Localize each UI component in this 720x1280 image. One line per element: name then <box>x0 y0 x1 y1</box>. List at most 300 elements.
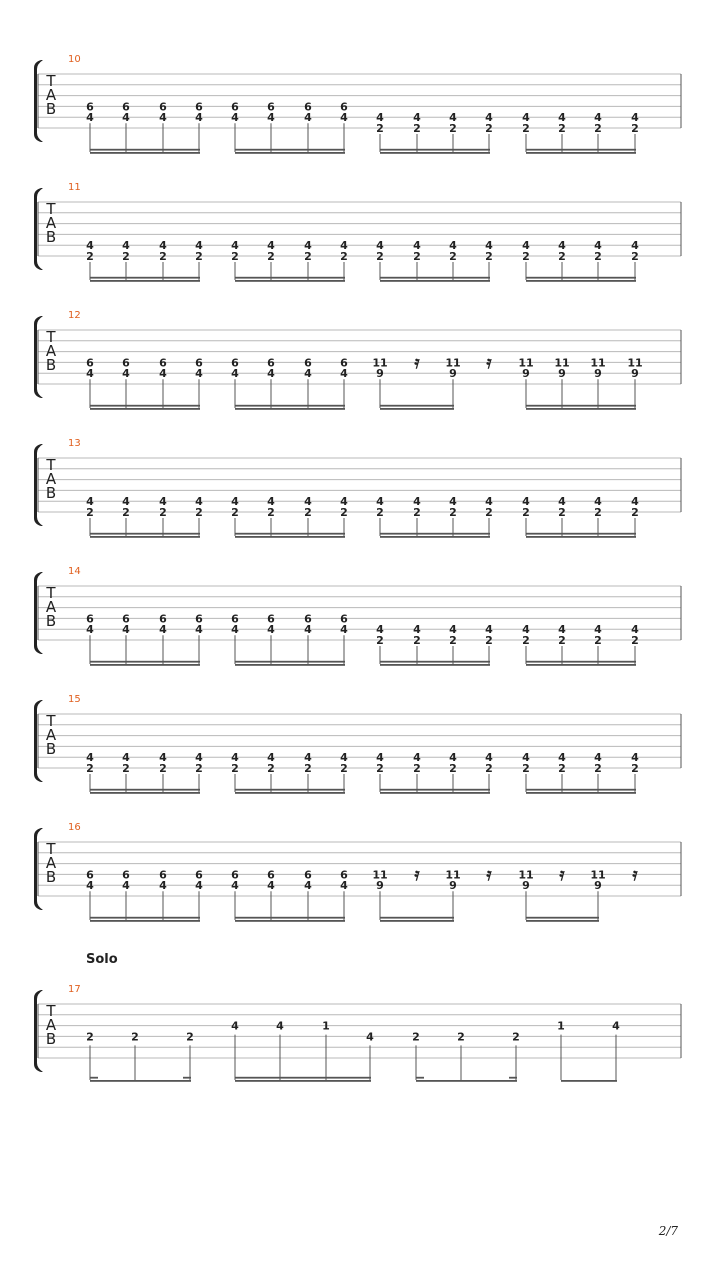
beam <box>90 533 200 535</box>
beam <box>526 920 599 922</box>
measure-number: 16 <box>68 822 81 833</box>
tab-clef-letter: T <box>46 1002 56 1020</box>
fret-number: 4 <box>159 239 167 253</box>
fret-number: 4 <box>86 239 94 253</box>
fret-number: 6 <box>195 868 203 882</box>
tab-clef-letter: A <box>45 854 57 872</box>
fret-number: 4 <box>413 623 421 637</box>
fret-number: 4 <box>485 111 493 125</box>
fret-number: 2 <box>159 250 167 263</box>
tab-clef-letter: B <box>45 228 57 246</box>
fret-number: 4 <box>122 879 130 893</box>
fret-number: 4 <box>376 111 384 125</box>
fret-number: 4 <box>86 751 94 765</box>
fret-number: 11 <box>445 868 461 882</box>
fret-number: 2 <box>449 762 457 775</box>
fret-number: 6 <box>86 100 94 114</box>
beam <box>90 661 200 663</box>
fret-number: 9 <box>558 367 566 381</box>
tab-clef-letter: A <box>45 726 57 744</box>
tab-system <box>34 310 681 410</box>
beam <box>90 1080 191 1082</box>
fret-number: 4 <box>231 495 239 509</box>
fret-number: 11 <box>372 356 388 370</box>
tab-clef-letter: A <box>45 598 57 616</box>
fret-number: 6 <box>195 356 203 370</box>
rest-symbol: 𝄿 <box>486 865 492 885</box>
beam <box>90 277 200 279</box>
fret-number: 4 <box>413 495 421 509</box>
beam <box>380 408 454 410</box>
fret-number: 2 <box>413 250 421 263</box>
fret-number: 9 <box>631 367 639 381</box>
fret-number: 4 <box>267 879 275 893</box>
fret-number: 2 <box>413 506 421 519</box>
beam <box>380 536 490 538</box>
beam <box>380 533 490 535</box>
fret-number: 2 <box>558 250 566 263</box>
fret-number: 6 <box>231 100 239 114</box>
beam <box>235 533 345 535</box>
fret-number: 4 <box>558 111 566 125</box>
fret-number: 9 <box>376 367 384 381</box>
fret-number: 4 <box>558 751 566 765</box>
fret-number: 2 <box>340 250 348 263</box>
fret-number: 4 <box>231 367 239 381</box>
beam <box>416 1077 424 1079</box>
fret-number: 4 <box>231 623 239 637</box>
fret-number: 4 <box>449 495 457 509</box>
fret-number: 4 <box>231 751 239 765</box>
fret-number: 4 <box>485 751 493 765</box>
fret-number: 4 <box>267 623 275 637</box>
fret-number: 4 <box>594 495 602 509</box>
beam <box>526 917 599 919</box>
fret-number: 4 <box>304 751 312 765</box>
fret-number: 4 <box>231 111 239 125</box>
fret-number: 2 <box>122 250 130 263</box>
beam <box>235 1080 371 1082</box>
fret-number: 4 <box>340 495 348 509</box>
fret-number: 4 <box>340 239 348 253</box>
fret-number: 6 <box>340 868 348 882</box>
fret-number: 2 <box>631 762 639 775</box>
beam <box>235 277 345 279</box>
fret-number: 4 <box>340 751 348 765</box>
fret-number: 11 <box>554 356 570 370</box>
fret-number: 2 <box>86 762 94 775</box>
beam <box>380 920 454 922</box>
fret-number: 11 <box>518 868 534 882</box>
fret-number: 4 <box>122 751 130 765</box>
fret-number: 2 <box>522 634 530 647</box>
fret-number: 2 <box>558 762 566 775</box>
fret-number: 2 <box>86 250 94 263</box>
tab-clef-letter: T <box>46 456 56 474</box>
beam <box>90 149 200 151</box>
fret-number: 6 <box>86 612 94 626</box>
beam <box>509 1077 517 1079</box>
fret-number: 4 <box>304 495 312 509</box>
fret-number: 4 <box>340 367 348 381</box>
fret-number: 4 <box>631 751 639 765</box>
fret-number: 4 <box>195 111 203 125</box>
fret-number: 11 <box>518 356 534 370</box>
beam <box>380 149 490 151</box>
fret-number: 6 <box>304 100 312 114</box>
fret-number: 2 <box>376 506 384 519</box>
fret-number: 4 <box>594 111 602 125</box>
fret-number: 4 <box>485 495 493 509</box>
tab-clef-letter: B <box>45 356 57 374</box>
fret-number: 6 <box>304 868 312 882</box>
measure-number: 13 <box>68 438 81 449</box>
beam <box>380 280 490 282</box>
fret-number: 6 <box>122 100 130 114</box>
fret-number: 2 <box>485 122 493 135</box>
fret-number: 2 <box>159 762 167 775</box>
fret-number: 2 <box>457 1030 465 1044</box>
fret-number: 6 <box>231 356 239 370</box>
fret-number: 4 <box>122 367 130 381</box>
fret-number: 6 <box>159 612 167 626</box>
tab-clef-letter: B <box>45 612 57 630</box>
fret-number: 1 <box>557 1019 565 1033</box>
fret-number: 4 <box>304 367 312 381</box>
fret-number: 4 <box>522 111 530 125</box>
fret-number: 2 <box>159 506 167 519</box>
fret-number: 6 <box>304 356 312 370</box>
fret-number: 2 <box>267 250 275 263</box>
fret-number: 2 <box>558 634 566 647</box>
beam <box>90 405 200 407</box>
fret-number: 9 <box>449 367 457 381</box>
fret-number: 2 <box>522 250 530 263</box>
fret-number: 2 <box>594 506 602 519</box>
beam <box>235 920 345 922</box>
fret-number: 11 <box>445 356 461 370</box>
fret-number: 4 <box>558 239 566 253</box>
fret-number: 6 <box>86 868 94 882</box>
fret-number: 2 <box>412 1030 420 1044</box>
fret-number: 4 <box>122 239 130 253</box>
fret-number: 6 <box>122 612 130 626</box>
fret-number: 2 <box>376 122 384 135</box>
fret-number: 2 <box>449 634 457 647</box>
fret-number: 4 <box>195 751 203 765</box>
fret-number: 2 <box>485 250 493 263</box>
fret-number: 6 <box>86 356 94 370</box>
beam <box>380 792 490 794</box>
fret-number: 2 <box>267 762 275 775</box>
fret-number: 11 <box>372 868 388 882</box>
fret-number: 4 <box>594 239 602 253</box>
beam <box>90 920 200 922</box>
measure-number: 11 <box>68 182 81 193</box>
fret-number: 2 <box>304 506 312 519</box>
fret-number: 4 <box>594 751 602 765</box>
fret-number: 4 <box>522 239 530 253</box>
page-number: 2/7 <box>658 1224 678 1238</box>
fret-number: 2 <box>340 762 348 775</box>
fret-number: 2 <box>631 634 639 647</box>
tab-clef-letter: T <box>46 200 56 218</box>
fret-number: 4 <box>86 111 94 125</box>
beam <box>235 149 345 151</box>
fret-number: 4 <box>267 111 275 125</box>
fret-number: 2 <box>449 250 457 263</box>
fret-number: 2 <box>522 122 530 135</box>
fret-number: 6 <box>122 868 130 882</box>
measure-number: 12 <box>68 310 81 321</box>
fret-number: 2 <box>558 122 566 135</box>
fret-number: 2 <box>413 762 421 775</box>
beam <box>526 533 636 535</box>
beam <box>380 152 490 154</box>
fret-number: 4 <box>195 239 203 253</box>
rest-symbol: 𝄿 <box>559 865 565 885</box>
measure-number: 10 <box>68 54 81 65</box>
tab-system-solo <box>34 952 681 1082</box>
fret-number: 2 <box>231 506 239 519</box>
tab-clef-letter: T <box>46 840 56 858</box>
beam <box>526 536 636 538</box>
fret-number: 4 <box>594 623 602 637</box>
beam <box>235 536 345 538</box>
fret-number: 2 <box>376 250 384 263</box>
fret-number: 2 <box>449 122 457 135</box>
fret-number: 4 <box>304 879 312 893</box>
fret-number: 2 <box>485 634 493 647</box>
tab-system <box>34 182 681 282</box>
fret-number: 2 <box>195 506 203 519</box>
fret-number: 4 <box>340 623 348 637</box>
tab-clef-letter: B <box>45 484 57 502</box>
fret-number: 2 <box>122 762 130 775</box>
fret-number: 2 <box>231 762 239 775</box>
fret-number: 2 <box>413 122 421 135</box>
beam <box>380 405 454 407</box>
tab-clef-letter: T <box>46 584 56 602</box>
fret-number: 4 <box>276 1019 284 1033</box>
tab-system <box>34 54 681 154</box>
fret-number: 4 <box>449 751 457 765</box>
fret-number: 4 <box>485 239 493 253</box>
fret-number: 4 <box>231 879 239 893</box>
beam <box>526 408 636 410</box>
fret-number: 2 <box>304 762 312 775</box>
fret-number: 6 <box>340 356 348 370</box>
fret-number: 4 <box>267 751 275 765</box>
beam <box>235 152 345 154</box>
fret-number: 2 <box>631 506 639 519</box>
tab-clef-letter: A <box>45 214 57 232</box>
tab-clef-letter: B <box>45 1030 57 1048</box>
fret-number: 4 <box>631 495 639 509</box>
fret-number: 6 <box>159 356 167 370</box>
fret-number: 4 <box>449 623 457 637</box>
tab-clef-letter: A <box>45 1016 57 1034</box>
fret-number: 2 <box>449 506 457 519</box>
fret-number: 4 <box>413 751 421 765</box>
fret-number: 2 <box>86 1030 94 1044</box>
fret-number: 2 <box>231 250 239 263</box>
fret-number: 4 <box>485 623 493 637</box>
fret-number: 6 <box>159 868 167 882</box>
rest-symbol: 𝄿 <box>486 353 492 373</box>
beam <box>416 1080 517 1082</box>
fret-number: 4 <box>376 495 384 509</box>
fret-number: 2 <box>485 506 493 519</box>
fret-number: 6 <box>195 100 203 114</box>
fret-number: 6 <box>267 868 275 882</box>
beam <box>561 1080 617 1082</box>
fret-number: 2 <box>304 250 312 263</box>
beam <box>380 664 490 666</box>
fret-number: 2 <box>413 634 421 647</box>
fret-number: 4 <box>366 1030 374 1044</box>
fret-number: 2 <box>195 762 203 775</box>
fret-number: 4 <box>376 623 384 637</box>
beam <box>380 917 454 919</box>
fret-number: 6 <box>231 612 239 626</box>
fret-number: 4 <box>159 623 167 637</box>
beam <box>526 280 636 282</box>
fret-number: 4 <box>122 623 130 637</box>
beam <box>235 405 345 407</box>
fret-number: 2 <box>195 250 203 263</box>
fret-number: 2 <box>631 250 639 263</box>
beam <box>526 664 636 666</box>
tab-clef-letter: T <box>46 712 56 730</box>
beam <box>380 661 490 663</box>
fret-number: 6 <box>122 356 130 370</box>
fret-number: 11 <box>627 356 643 370</box>
fret-number: 4 <box>449 239 457 253</box>
rest-symbol: 𝄿 <box>414 353 420 373</box>
measure-number: 15 <box>68 694 81 705</box>
fret-number: 4 <box>631 623 639 637</box>
fret-number: 9 <box>522 367 530 381</box>
fret-number: 6 <box>340 100 348 114</box>
fret-number: 9 <box>376 879 384 893</box>
fret-number: 4 <box>267 367 275 381</box>
tab-clef-letter: B <box>45 740 57 758</box>
beam <box>90 917 200 919</box>
beam <box>526 152 636 154</box>
beam <box>235 664 345 666</box>
fret-number: 6 <box>267 100 275 114</box>
fret-number: 4 <box>304 111 312 125</box>
fret-number: 2 <box>558 506 566 519</box>
beam <box>90 792 200 794</box>
fret-number: 4 <box>122 111 130 125</box>
tab-system <box>34 694 681 794</box>
fret-number: 6 <box>267 356 275 370</box>
tab-system <box>34 566 681 666</box>
beam <box>526 405 636 407</box>
fret-number: 2 <box>485 762 493 775</box>
beam <box>526 789 636 791</box>
fret-number: 4 <box>413 111 421 125</box>
fret-number: 2 <box>594 250 602 263</box>
beam <box>90 536 200 538</box>
fret-number: 11 <box>590 356 606 370</box>
rest-symbol: 𝄿 <box>414 865 420 885</box>
fret-number: 2 <box>522 762 530 775</box>
fret-number: 6 <box>159 100 167 114</box>
fret-number: 9 <box>594 879 602 893</box>
beam <box>235 280 345 282</box>
fret-number: 4 <box>340 111 348 125</box>
fret-number: 4 <box>231 239 239 253</box>
fret-number: 4 <box>195 367 203 381</box>
beam <box>90 408 200 410</box>
fret-number: 9 <box>522 879 530 893</box>
tab-clef-letter: T <box>46 72 56 90</box>
tab-clef-letter: A <box>45 342 57 360</box>
beam <box>380 789 490 791</box>
fret-number: 4 <box>86 367 94 381</box>
fret-number: 4 <box>122 495 130 509</box>
fret-number: 4 <box>159 879 167 893</box>
tab-system <box>34 822 681 922</box>
fret-number: 9 <box>594 367 602 381</box>
beam <box>235 789 345 791</box>
fret-number: 11 <box>590 868 606 882</box>
fret-number: 4 <box>304 239 312 253</box>
fret-number: 6 <box>195 612 203 626</box>
fret-number: 4 <box>522 751 530 765</box>
tab-clef-letter: A <box>45 86 57 104</box>
fret-number: 4 <box>195 623 203 637</box>
fret-number: 4 <box>159 111 167 125</box>
beam <box>90 152 200 154</box>
fret-number: 2 <box>594 762 602 775</box>
fret-number: 4 <box>413 239 421 253</box>
beam <box>235 661 345 663</box>
beam <box>90 789 200 791</box>
fret-number: 2 <box>594 634 602 647</box>
fret-number: 2 <box>122 506 130 519</box>
beam <box>90 280 200 282</box>
fret-number: 4 <box>304 623 312 637</box>
fret-number: 2 <box>376 762 384 775</box>
fret-number: 4 <box>612 1019 620 1033</box>
fret-number: 6 <box>267 612 275 626</box>
tab-system <box>34 438 681 538</box>
tab-clef-letter: B <box>45 100 57 118</box>
tab-clef-letter: B <box>45 868 57 886</box>
fret-number: 6 <box>231 868 239 882</box>
beam <box>526 661 636 663</box>
fret-number: 4 <box>558 495 566 509</box>
fret-number: 4 <box>631 111 639 125</box>
fret-number: 4 <box>159 751 167 765</box>
fret-number: 2 <box>376 634 384 647</box>
fret-number: 4 <box>558 623 566 637</box>
fret-number: 2 <box>522 506 530 519</box>
fret-number: 4 <box>522 623 530 637</box>
fret-number: 4 <box>195 879 203 893</box>
fret-number: 1 <box>322 1019 330 1033</box>
fret-number: 6 <box>304 612 312 626</box>
fret-number: 9 <box>449 879 457 893</box>
fret-number: 2 <box>512 1030 520 1044</box>
fret-number: 6 <box>340 612 348 626</box>
fret-number: 4 <box>195 495 203 509</box>
beam <box>90 664 200 666</box>
